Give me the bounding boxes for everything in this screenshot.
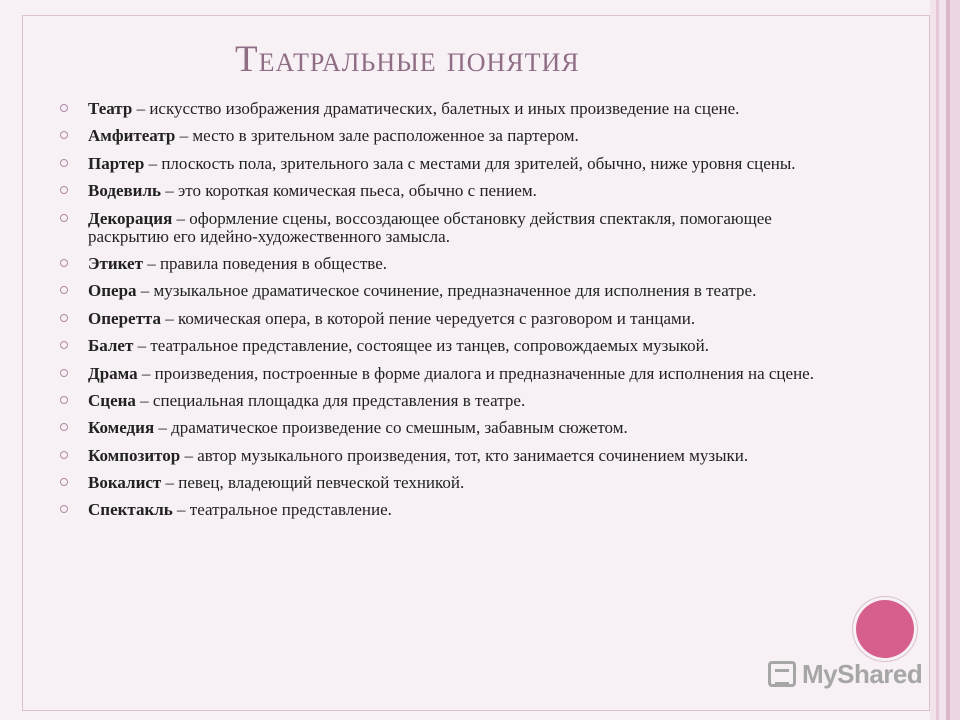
term-name: Водевиль bbox=[88, 181, 161, 201]
term-name: Декорация bbox=[88, 208, 173, 228]
term-definition: – это короткая комическая пьеса, обычно с пением. bbox=[161, 181, 537, 201]
term-name: Композитор bbox=[88, 445, 181, 465]
list-item bbox=[60, 419, 830, 437]
term-definition: – место в зрительном зале расположенное за партером. bbox=[175, 126, 579, 146]
term-definition: – драматическое произведение со смешным, забавным сюжетом. bbox=[154, 418, 628, 438]
term-definition: – певец, владеющий певческой техникой. bbox=[161, 473, 465, 493]
ring-bullet-icon bbox=[60, 423, 68, 431]
list-item bbox=[60, 474, 830, 492]
list-item bbox=[60, 282, 830, 300]
watermark-text: MyShared bbox=[802, 658, 923, 689]
list-item bbox=[60, 100, 830, 118]
ring-bullet-icon bbox=[60, 214, 68, 222]
term-name: Этикет bbox=[88, 253, 143, 273]
term-definition: – искусство изображения драматических, балетных и иных произведение на сцене. bbox=[132, 99, 740, 118]
term-name: Комедия bbox=[88, 418, 155, 438]
list-item bbox=[60, 310, 830, 328]
list-item bbox=[60, 155, 830, 173]
ring-bullet-icon bbox=[60, 159, 68, 167]
list-item bbox=[60, 127, 830, 145]
list-item bbox=[60, 447, 830, 465]
list-item bbox=[60, 365, 830, 383]
term-name: Вокалист bbox=[88, 473, 162, 493]
list-item bbox=[60, 210, 830, 246]
term-name: Театр bbox=[88, 99, 133, 118]
term-name: Сцена bbox=[88, 390, 136, 410]
ring-bullet-icon bbox=[60, 286, 68, 294]
term-definition: – произведения, построенные в форме диалога и предназначенные для исполнения на сцене. bbox=[137, 363, 814, 383]
terms-list bbox=[60, 100, 830, 529]
list-item bbox=[60, 255, 830, 273]
ring-bullet-icon bbox=[60, 186, 68, 194]
term-definition: – специальная площадка для представления в театре. bbox=[135, 390, 526, 410]
term-definition: – оформление сцены, воссоздающее обстановку действия спектакля, помогающее раскрытию его идейно-художественного замысла. bbox=[88, 208, 772, 246]
ring-bullet-icon bbox=[60, 451, 68, 459]
term-name: Оперетта bbox=[88, 308, 161, 328]
term-name: Партер bbox=[88, 153, 145, 173]
term-definition: – плоскость пола, зрительного зала с местами для зрителей, обычно, ниже уровня сцены. bbox=[144, 153, 796, 173]
term-name: Балет bbox=[88, 336, 134, 356]
ring-bullet-icon bbox=[60, 505, 68, 513]
myshared-logo-icon bbox=[768, 661, 796, 687]
ring-bullet-icon bbox=[60, 478, 68, 486]
term-definition: – музыкальное драматическое сочинение, предназначенное для исполнения в театре. bbox=[136, 281, 757, 301]
decorative-stripes bbox=[930, 0, 960, 720]
term-definition: – театральное представление, состоящее из танцев, сопровождаемых музыкой. bbox=[133, 336, 709, 356]
term-name: Спектакль bbox=[88, 500, 173, 520]
term-definition: – правила поведения в обществе. bbox=[142, 253, 387, 273]
ring-bullet-icon bbox=[60, 259, 68, 267]
term-name: Опера bbox=[88, 281, 137, 301]
term-name: Драма bbox=[88, 363, 138, 383]
term-name: Амфитеатр bbox=[88, 126, 176, 146]
ring-bullet-icon bbox=[60, 104, 68, 112]
ring-bullet-icon bbox=[60, 341, 68, 349]
list-item bbox=[60, 337, 830, 355]
slide-title: Театральные понятия bbox=[235, 39, 580, 80]
ring-bullet-icon bbox=[60, 314, 68, 322]
ring-bullet-icon bbox=[60, 131, 68, 139]
term-definition: – автор музыкального произведения, тот, кто занимается сочинением музыки. bbox=[180, 445, 749, 465]
ring-bullet-icon bbox=[60, 369, 68, 377]
ring-bullet-icon bbox=[60, 396, 68, 404]
decorative-circle bbox=[856, 600, 914, 658]
list-item bbox=[60, 392, 830, 410]
list-item bbox=[60, 501, 830, 519]
term-definition: – театральное представление. bbox=[172, 500, 392, 520]
list-item bbox=[60, 182, 830, 200]
term-definition: – комическая опера, в которой пение чередуется с разговором и танцами. bbox=[160, 308, 696, 328]
watermark-logo bbox=[768, 656, 922, 692]
